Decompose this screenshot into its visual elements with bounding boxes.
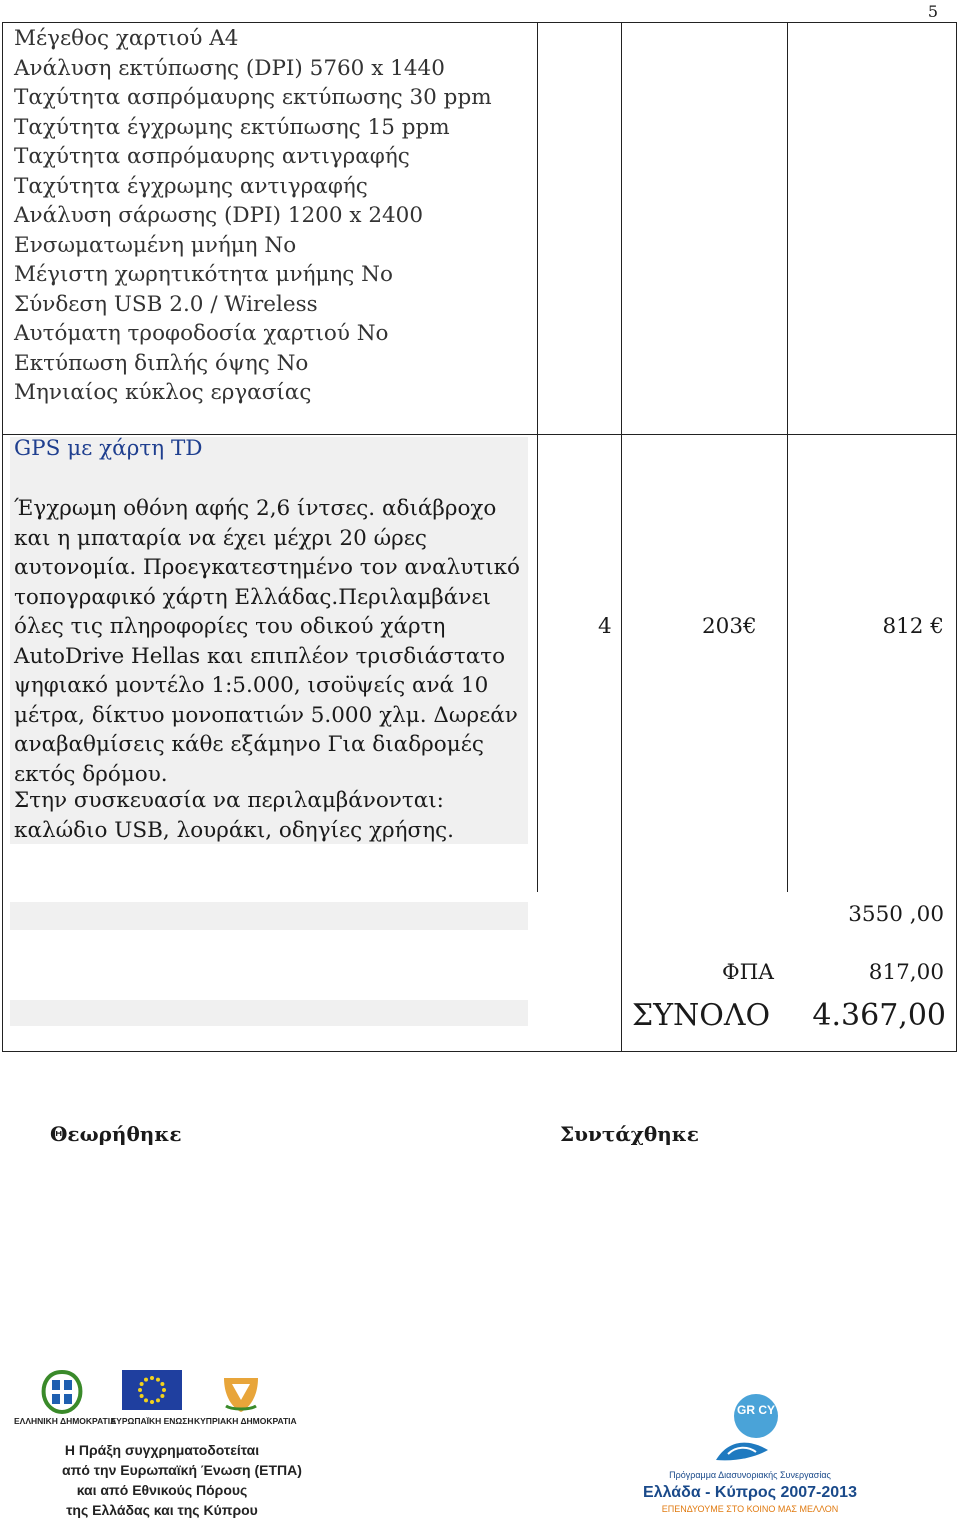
gps-quantity: 4 xyxy=(598,614,612,639)
logo-label: ΕΛΛΗΝΙΚΗ ΔΗΜΟΚΡΑΤΙΑ xyxy=(14,1416,117,1426)
gps-description-text: Έγχρωμη οθόνη αφής 2,6 ίντσες. αδιάβροχο και η μπαταρία να έχει μέχρι 20 ώρες αυτονομία. Προεγκατεστημένο τον αναλυτικό τοπογραφικό χάρτη Ελλάδας.Περιλαμβάνει όλες τις πληροφορίες του οδικού χάρτη AutoDrive Hellas και επιπλέον τρισδιάστατο ψηφιακό μοντέλο 1:5.000, ισοϋψείς ανά 10 μέτρα, δίκτυο μονοπατιών 5.000 χλμ. Δωρεάν αναβαθμίσεις κάθε εξάμηνο Για διαδρομές εκτός δρόμου. xyxy=(14,496,521,787)
gps-title: GPS με χάρτη TD xyxy=(14,436,203,461)
cofunding-statement xyxy=(62,1440,302,1520)
spec-line: Μέγιστη χωρητικότητα μνήμης No xyxy=(14,262,393,287)
spec-line: Σύνδεση USB 2.0 / Wireless xyxy=(14,291,318,317)
row-divider xyxy=(2,434,956,435)
table-top-border xyxy=(2,22,956,23)
programme-motto: ΕΠΕΝΔΥΟΥΜΕ ΣΤΟ ΚΟΙΝΟ ΜΑΣ ΜΕΛΛΟΝ xyxy=(661,1504,839,1514)
table-bottom-border xyxy=(2,1051,956,1052)
eu-flag-icon xyxy=(122,1370,182,1410)
spec-line: Μέγεθος χαρτιού A4 xyxy=(14,26,239,51)
grand-total-value: 4.367,00 xyxy=(812,998,946,1033)
grcy-programme-logo-icon xyxy=(708,1390,788,1468)
programme-name-small: Πρόγραμμα Διασυνοριακής Συνεργασίας xyxy=(669,1470,831,1480)
table-right-border xyxy=(956,22,957,1052)
programme-name: Ελλάδα - Κύπρος 2007-2013 xyxy=(643,1484,857,1501)
spec-line: Ενσωματωμένη μνήμη No xyxy=(14,232,297,258)
col-divider-price xyxy=(787,22,788,892)
spec-line: Ταχύτητα έγχρωμης εκτύπωσης 15 ppm xyxy=(14,114,450,140)
col-divider-description xyxy=(537,22,538,892)
shade-subtotal xyxy=(10,902,528,930)
gps-total: 812 € xyxy=(882,614,944,639)
spec-line: Εκτύπωση διπλής όψης No xyxy=(14,350,309,376)
spec-line: Ταχύτητα ασπρόμαυρης αντιγραφής xyxy=(14,144,410,169)
gps-package-text: Στην συσκευασία να περιλαμβάνονται: καλώδιο USB, λουράκι, οδηγίες χρήσης. xyxy=(14,788,454,843)
grcy-logo-text: GR CY xyxy=(736,1403,776,1417)
grand-total-label: ΣΥΝΟΛΟ xyxy=(632,998,771,1033)
shade-total xyxy=(10,1000,528,1026)
gps-description xyxy=(14,494,526,789)
logo-label: ΕΥΡΩΠΑΪΚΗ ΕΝΩΣΗ xyxy=(110,1416,194,1426)
spec-line: Μηνιαίος κύκλος εργασίας xyxy=(14,380,312,405)
page-number: 5 xyxy=(927,2,938,21)
cofunding-line: της Ελλάδας και της Κύπρου xyxy=(66,1502,258,1518)
spec-line: Ανάλυση εκτύπωσης (DPI) 5760 x 1440 xyxy=(14,55,445,81)
cofunding-line: Η Πράξη συγχρηματοδοτείται xyxy=(64,1442,260,1458)
vat-value: 817,00 xyxy=(868,960,944,985)
signature-reviewed: Θεωρήθηκε xyxy=(50,1122,182,1146)
logo-label: ΚΥΠΡΙΑΚΗ ΔΗΜΟΚΡΑΤΙΑ xyxy=(194,1416,297,1426)
table-left-border xyxy=(2,22,3,1052)
spec-line: Ταχύτητα έγχρωμης αντιγραφής xyxy=(14,173,368,199)
spec-line: Ταχύτητα ασπρόμαυρης εκτύπωσης 30 ppm xyxy=(14,85,492,110)
cofunding-line: από την Ευρωπαϊκή Ένωση (ΕΤΠΑ) xyxy=(62,1462,302,1478)
funding-logos xyxy=(0,1360,960,1522)
subtotal-value: 3550 ,00 xyxy=(848,902,944,927)
vat-label: ΦΠΑ xyxy=(722,960,774,985)
gps-package xyxy=(14,786,526,845)
greek-republic-emblem-icon xyxy=(36,1370,88,1414)
gps-unit-price: 203€ xyxy=(702,614,757,639)
col-divider-quantity xyxy=(621,22,622,1052)
signature-prepared: Συντάχθηκε xyxy=(560,1122,699,1146)
printer-specs xyxy=(14,24,534,408)
spec-line: Ανάλυση σάρωσης (DPI) 1200 x 2400 xyxy=(14,203,424,228)
spec-line: Αυτόματη τροφοδοσία χαρτιού No xyxy=(14,321,389,346)
cyprus-republic-emblem-icon xyxy=(218,1370,264,1414)
cofunding-line: και από Εθνικούς Πόρους xyxy=(76,1482,248,1498)
